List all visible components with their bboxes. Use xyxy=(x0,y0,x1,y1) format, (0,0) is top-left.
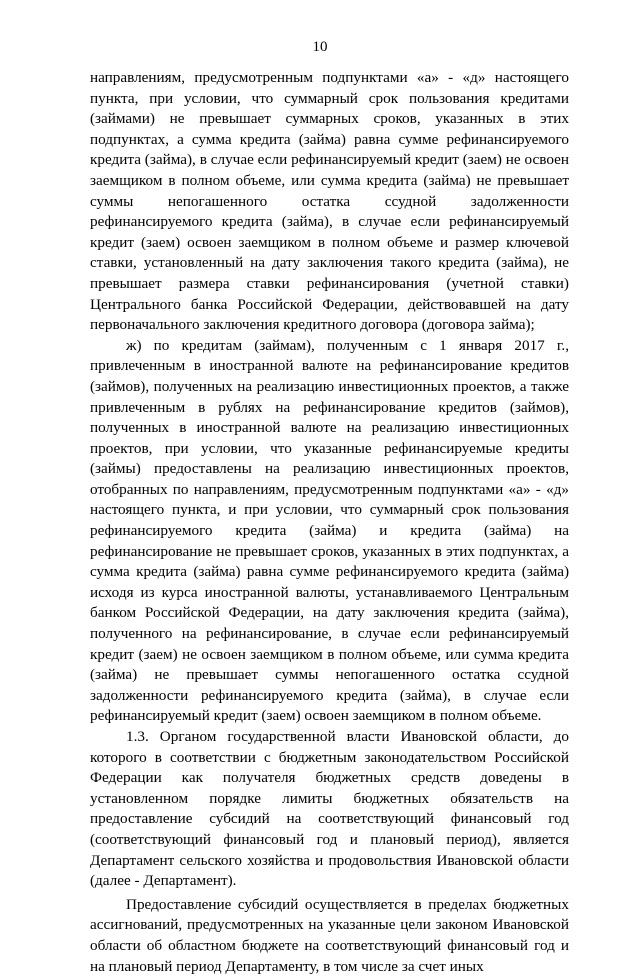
paragraph-subsidy-provision: Предоставление субсидий осуществляется в пределах бюджетных ассигнований, предусмотренных на указанные цели законом Ивановской области об областном бюджете на соответствующий финансовый год и на плановый период Департаменту, в том числе за счет иных xyxy=(90,895,569,975)
page-number: 10 xyxy=(312,39,328,55)
paragraph-item-zh: ж) по кредитам (займам), полученным с 1 января 2017 г., привлеченным в иностранной валюте на рефинансирование кредитов (займов), полученных на реализацию инвестиционных проектов, а также привлеченным в рублях на рефинансирование кредитов (займов), полученных в иностранной валюте на реализацию инвестиционных проектов, при условии, что указанные рефинансируемые кредиты (займы) предоставлены на реализацию инвестиционных проектов, отобранных по направлениям, предусмотренным подпунктами «а» - «д» настоящего пункта, и при условии, что суммарный срок пользования рефинансируемого кредита (займа) и кредита (займа) на рефинансирование не превышает сроков, указанных в этих подпунктах, а сумма кредита (займа) равна сумме рефинансируемого кредита (займа) исходя из курса иностранной валюты, устанавливаемого Центральным банком Российской Федерации, на дату заключения кредита (займа), полученного на рефинансирование, в случае если рефинансируемый кредит (заем) не освоен заемщиком в полном объеме, или сумма кредита (займа) не превышает суммы непогашенного остатка ссудной задолженности рефинансируемого кредита (займа), в случае если рефинансируемый кредит (заем) освоен заемщиком в полном объеме. xyxy=(90,336,569,725)
paragraph-1-3: 1.3. Органом государственной власти Ивановской области, до которого в соответствии с бюджетным законодательством Российской Федерации как получателя бюджетных средств доведены в установленном порядке лимиты бюджетных обязательств на предоставление субсидий на соответствующий финансовый год (соответствующий финансовый год и плановый период), является Департамент сельского хозяйства и продовольствия Ивановской области (далее - Департамент). xyxy=(90,728,569,890)
document-body xyxy=(90,68,569,977)
paragraph-continuation-item-e: направлениям, предусмотренным подпунктами «а» - «д» настоящего пункта, при условии, что суммарный срок пользования кредитами (займами) не превышает суммарных сроков, указанных в этих подпунктах, а сумма кредита (займа) равна сумме рефинансируемого кредита (займа), в случае если рефинансируемый кредит (заем) не освоен заемщиком в полном объеме, или сумма кредита (займа) не превышает суммы непогашенного остатка ссудной задолженности рефинансируемого кредита (займа), в случае если рефинансируемый кредит (заем) освоен заемщиком в полном объеме и размер ключевой ставки, установленный на дату заключения такого кредита (займа), не превышает размера ставки рефинансирования (учетной ставки) Центрального банка Российской Федерации, действовавшей на дату первоначального заключения кредитного договора (договора займа); xyxy=(90,69,569,334)
